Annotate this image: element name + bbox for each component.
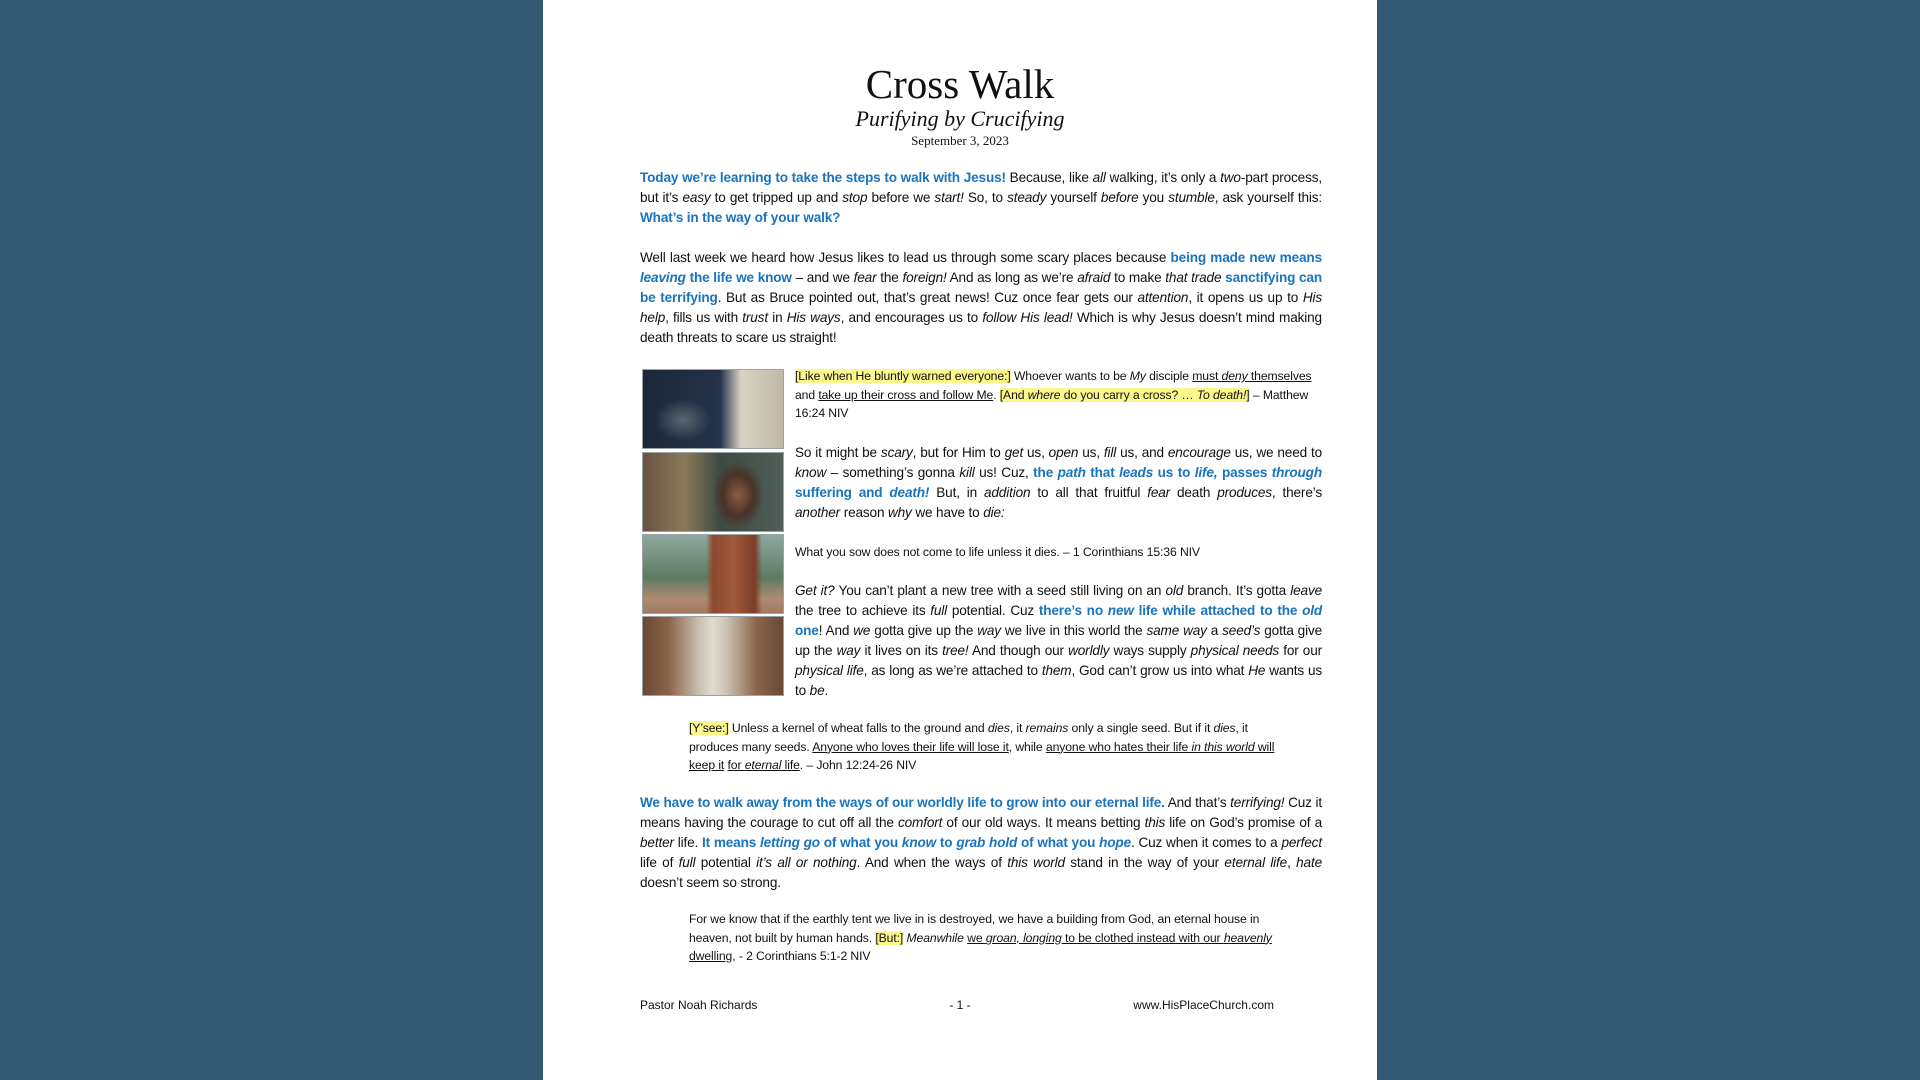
page-title: Cross Walk (865, 61, 1055, 107)
scripture-quote-matthew: [Like when He bluntly warned everyone:] Whoever wants to be My disciple must deny themselves and take up their cross and follow Me. [And where do you carry a cross? … To death!] – Matthew 16:24 NIV (795, 369, 1312, 420)
intro-paragraph: Today we’re learning to take the steps to walk with Jesus! Because, like all walking, it’s only a two-part process, but it’s easy to get tripped up and stop before we start! So, to steady yourself before you stumble, ask yourself this: What’s in the way of your walk? (640, 170, 1323, 225)
emphasis: Today we’re learning to take the steps to walk with Jesus! (640, 170, 1006, 185)
footer-page-number: - 1 - (949, 998, 971, 1012)
page-date: September 3, 2023 (911, 133, 1009, 148)
emphasis: What’s in the way of your walk? (640, 210, 841, 225)
paragraph-last-week: Well last week we heard how Jesus likes to lead us through some scary places because being made new means leaving the life we know – and we fear the foreign! And as long as we’re afraid to make that trade sanctifying can be terrifying. But as Bruce pointed out, that’s great news! Cuz once fear gets our attention, it opens us up to His help, fills us with trust in His ways, and encourages us to follow His lead! Which is why Jesus doesn’t mind making death threats to scare us straight! (640, 250, 1323, 345)
footer-website: www.HisPlaceChurch.com (1133, 998, 1274, 1012)
jesus-carrying-cross-image (642, 452, 784, 532)
document-page (543, 0, 1377, 1080)
paragraph-walk-away: We have to walk away from the ways of our worldly life to grow into our eternal life. And that’s terrifying! Cuz it means having the courage to cut off all the comfort of our old ways. It means betting this life on God’s promise of a better life. It means letting go of what you know to grab hold of what you hope. Cuz when it comes to a perfect life of full potential it’s all or nothing. And when the ways of this world stand in the way of your eternal life, hate doesn’t seem so strong. (640, 795, 1323, 890)
page-subtitle: Purifying by Crucifying (855, 106, 1065, 131)
scripture-quote-2-corinthians: For we know that if the earthly tent we live in is destroyed, we have a building from God, an eternal house in heaven, not built by human hands. [But:] Meanwhile we groan, longing to be clothed instead with our heavenly dwelling, - 2 Corinthians 5:1-2 NIV (689, 912, 1272, 963)
paragraph-scary: So it might be scary, but for Him to get us, open us, fill us, and encourage us, we need to know – something’s gonna kill us! Cuz, the path that leads us to life, passes through suffering and death! But, in addition to all that fruitful fear death produces, there’s another reason why we have to die: (795, 445, 1323, 520)
man-reaching-to-jesus-image (642, 369, 784, 449)
scripture-quote-john: [Y’see:] Unless a kernel of wheat falls to the ground and dies, it remains only a single seed. But if it dies, it produces many seeds. Anyone who loves their life will lose it, while anyone who hates their life in this world will keep it for eternal life. – John 12:24-26 NIV (689, 721, 1275, 772)
hikers-among-sequoias-image (642, 616, 784, 696)
paragraph-get-it: Get it? You can’t plant a new tree with a seed still living on an old branch. It’s gotta leave the tree to achieve its full potential. Cuz there’s no new life while attached to the old one! And we gotta give up the way we live in this world the same way a seed’s gotta give up the way it lives on its tree! And though our worldly ways supply physical needs for our physical life, as long as we’re attached to them, God can’t grow us into what He wants us to be. (795, 583, 1323, 698)
footer-author: Pastor Noah Richards (640, 998, 758, 1012)
sapling-by-sequoia-image (642, 534, 784, 614)
scripture-quote-1-corinthians: What you sow does not come to life unless it dies. – 1 Corinthians 15:36 NIV (795, 545, 1200, 559)
